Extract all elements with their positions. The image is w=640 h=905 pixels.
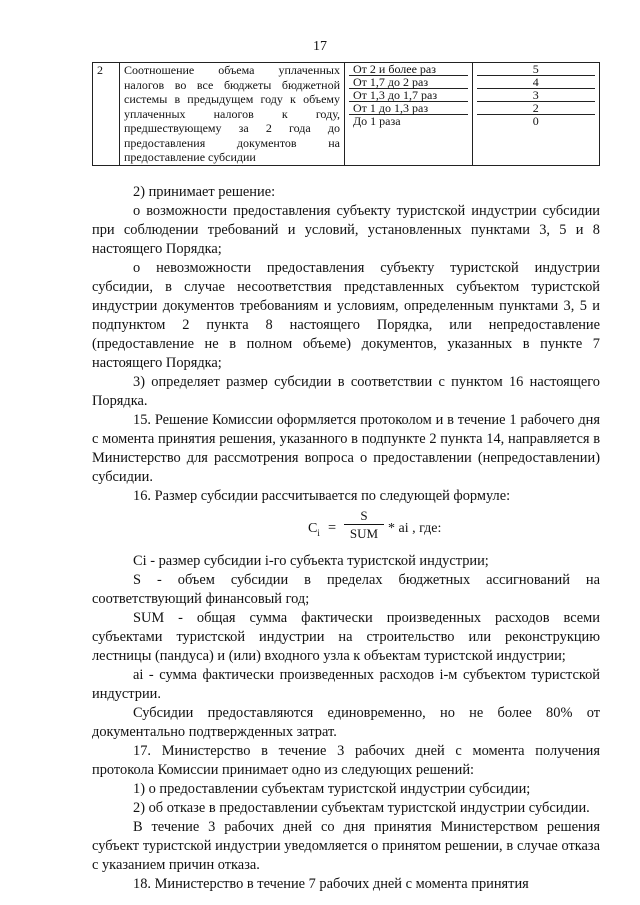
row-number-cell: 2 (93, 63, 120, 166)
range-value: От 1,3 до 1,7 раз (349, 89, 468, 102)
formula-lhs-subscript: i (317, 527, 320, 538)
ranges-cell (345, 63, 473, 166)
paragraph: 3) определяет размер субсидии в соответствии с пунктом 16 настоящего Порядка. (92, 374, 600, 409)
formula-lhs (308, 519, 320, 543)
criterion-line: предоставления документов на (124, 135, 340, 150)
score-value: 3 (477, 89, 596, 102)
paragraph: 1) о предоставлении субъектам туристской индустрии субсидии; (133, 781, 531, 797)
criteria-table (92, 62, 600, 166)
paragraph: о возможности предоставления субъекту туристской индустрии субсидии при соблюдении требований и условий, установленных пунктами 3, 5 и 8 настоящего Порядка; (92, 203, 600, 257)
criterion-cell (120, 63, 345, 166)
range-value: До 1 раза (353, 114, 401, 128)
formula-tail: * ai , где: (388, 521, 442, 536)
criterion-line: Соотношение объема уплаченных (124, 63, 340, 77)
score-value: 0 (532, 114, 539, 128)
formula-equals: = (328, 520, 337, 536)
range-value: От 1,7 до 2 раз (349, 76, 468, 89)
formula-denominator: SUM (344, 524, 384, 542)
range-value: От 1 до 1,3 раз (349, 102, 468, 115)
criterion-line: уплаченных налогов к году, (124, 106, 340, 121)
scores-cell (472, 63, 600, 166)
formula-lhs-symbol: C (308, 521, 318, 536)
paragraph: 16. Размер субсидии рассчитывается по следующей формуле: (133, 488, 511, 504)
paragraph: 17. Министерство в течение 3 рабочих дней с момента получения протокола Комиссии принимает одно из следующих решений: (92, 743, 600, 778)
paragraph: Субсидии предоставляются единовременно, но не более 80% от документально подтвержденных затрат. (92, 705, 600, 740)
paragraph: 2) принимает решение: (133, 184, 276, 200)
paragraph: ai - сумма фактически произведенных расходов i-м субъектом туристской индустрии. (92, 667, 600, 702)
range-value: От 2 и более раз (349, 63, 468, 76)
formula-numerator: S (360, 508, 368, 523)
score-value: 2 (477, 102, 596, 115)
table-row (93, 63, 600, 166)
paragraph: о невозможности предоставления субъекту туристской индустрии субсидии, в случае несоответствия представленных субъектом туристской индустрии документов требованиям и условиям, определенным пунктами 3, 5 и подпунктом 2 пункта 8 настоящего Порядка, или непредоставление (предоставление не в полном объеме) документов, указанных в пункте 7 настоящего Порядка; (92, 260, 600, 371)
paragraph: Ci - размер субсидии i-го субъекта туристской индустрии; (133, 553, 489, 569)
formula-fraction (344, 507, 384, 542)
paragraph: SUM - общая сумма фактически произведенных расходов всеми субъектами туристской индустрии на строительство или реконструкцию лестницы (пандуса) и (или) входного узла к объектам туристской индустрии; (92, 610, 600, 664)
score-value: 4 (477, 76, 596, 89)
paragraph: 18. Министерство в течение 7 рабочих дней с момента принятия (133, 876, 529, 892)
criterion-line: системы в предыдущем году к объему (124, 92, 340, 106)
subsidy-formula (92, 508, 600, 548)
criterion-line: предшествующему за 2 года до (124, 121, 340, 135)
paragraph: 2) об отказе в предоставлении субъектам туристской индустрии субсидии. (133, 800, 590, 816)
paragraph: 15. Решение Комиссии оформляется протоколом и в течение 1 рабочего дня с момента принятия решения, указанного в подпункте 2 пункта 14, направляется в Министерство для рассмотрения вопроса о предоставлении (непредоставлении) субсидии. (92, 412, 600, 485)
score-value: 5 (477, 63, 596, 76)
criterion-line: предоставление субсидии (124, 150, 256, 164)
paragraph: S - объем субсидии в пределах бюджетных ассигнований на соответствующий финансовый год; (92, 572, 600, 607)
criterion-line: налогов во все бюджеты бюджетной (124, 77, 340, 92)
document-body (92, 183, 600, 894)
page-number: 17 (313, 39, 327, 54)
paragraph: В течение 3 рабочих дней со дня принятия Министерством решения субъект туристской индустрии уведомляется о принятом решении, в случае отказа с указанием причин отказа. (92, 819, 600, 873)
